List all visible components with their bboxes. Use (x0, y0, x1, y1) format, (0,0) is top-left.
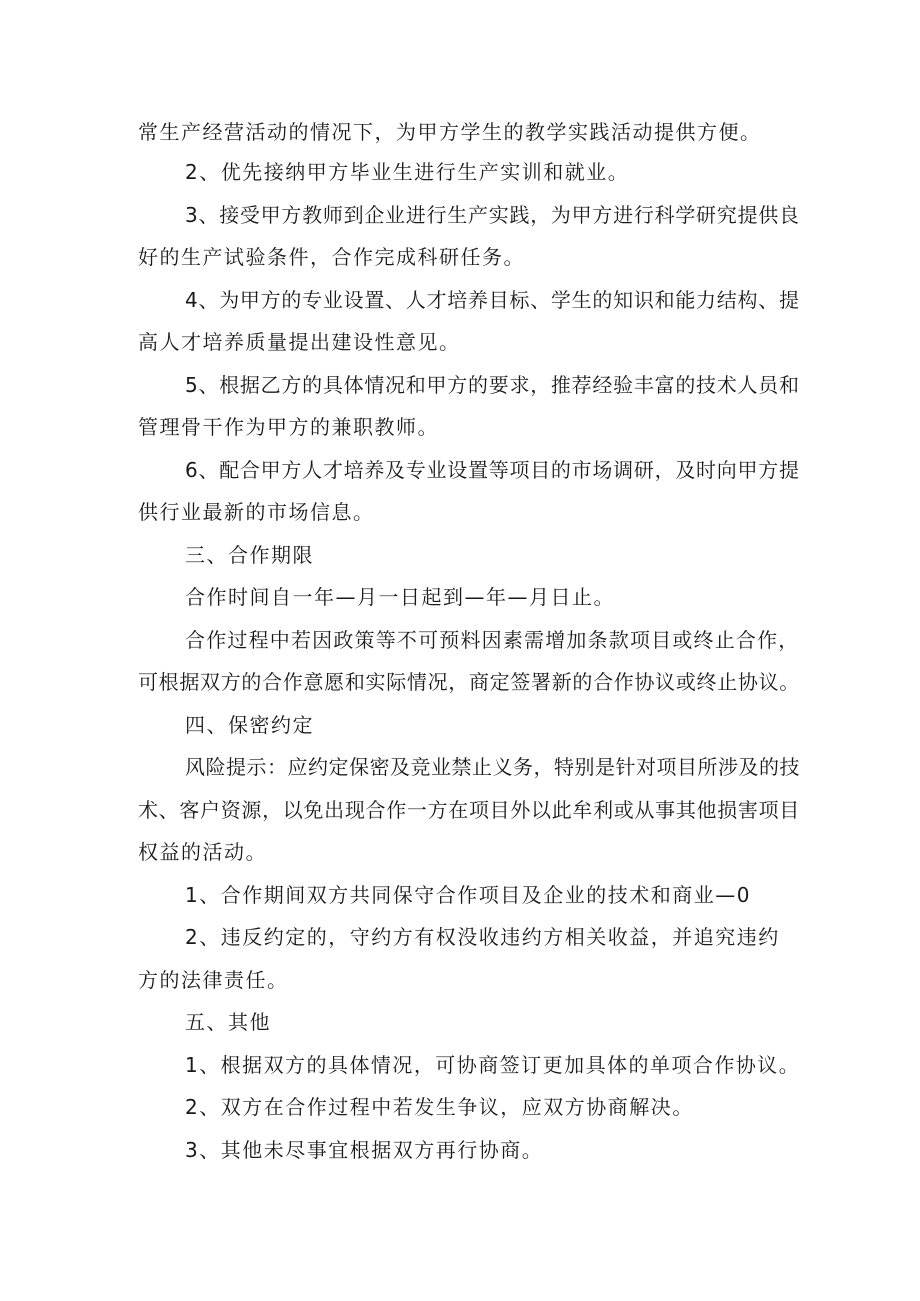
text-line: 4、为甲方的专业设置、人才培养目标、学生的知识和能力结构、提 (185, 288, 800, 312)
text-line: 合作时间自一年—月一日起到—年—月日止。 (185, 585, 615, 609)
section-heading: 三、合作期限 (185, 543, 314, 567)
section-heading: 四、保密约定 (185, 713, 314, 737)
text-line: 好的生产试验条件，合作完成科研任务。 (138, 245, 525, 269)
section-heading: 五、其他 (185, 1010, 271, 1034)
text-line: 管理骨干作为甲方的兼职教师。 (138, 415, 439, 439)
text-line: 3、其他未尽事宜根据双方再行协商。 (185, 1138, 544, 1162)
text-line: 2、违反约定的，守约方有权没收违约方相关收益，并追究违约 (185, 925, 780, 949)
text-line: 风险提示：应约定保密及竞业禁止义务，特别是针对项目所涉及的技 (185, 755, 800, 779)
text-line: 可根据双方的合作意愿和实际情况，商定签署新的合作协议或终止协议。 (138, 670, 800, 694)
text-line: 常生产经营活动的情况下，为甲方学生的教学实践活动提供方便。 (138, 120, 762, 144)
text-line: 1、根据双方的具体情况，可协商签订更加具体的单项合作协议。 (185, 1053, 801, 1077)
text-line: 高人才培养质量提出建设性意见。 (138, 330, 461, 354)
text-line: 2、优先接纳甲方毕业生进行生产实训和就业。 (185, 160, 630, 184)
text-line: 5、根据乙方的具体情况和甲方的要求，推荐经验丰富的技术人员和 (185, 373, 800, 397)
text-line: 术、客户资源，以免出现合作一方在项目外以此牟利或从事其他损害项目 (138, 798, 800, 822)
text-line: 2、双方在合作过程中若发生争议，应双方协商解决。 (185, 1095, 694, 1119)
text-line: 1、合作期间双方共同保守合作项目及企业的技术和商业—0 (185, 883, 751, 907)
text-line: 6、配合甲方人才培养及专业设置等项目的市场调研，及时向甲方提 (185, 458, 800, 482)
text-line: 供行业最新的市场信息。 (138, 500, 375, 524)
text-line: 权益的活动。 (138, 840, 267, 864)
text-line: 方的法律责任。 (138, 968, 289, 992)
text-line: 合作过程中若因政策等不可预料因素需增加条款项目或终止合作， (185, 628, 800, 652)
text-line: 3、接受甲方教师到企业进行生产实践，为甲方进行科学研究提供良 (185, 203, 800, 227)
